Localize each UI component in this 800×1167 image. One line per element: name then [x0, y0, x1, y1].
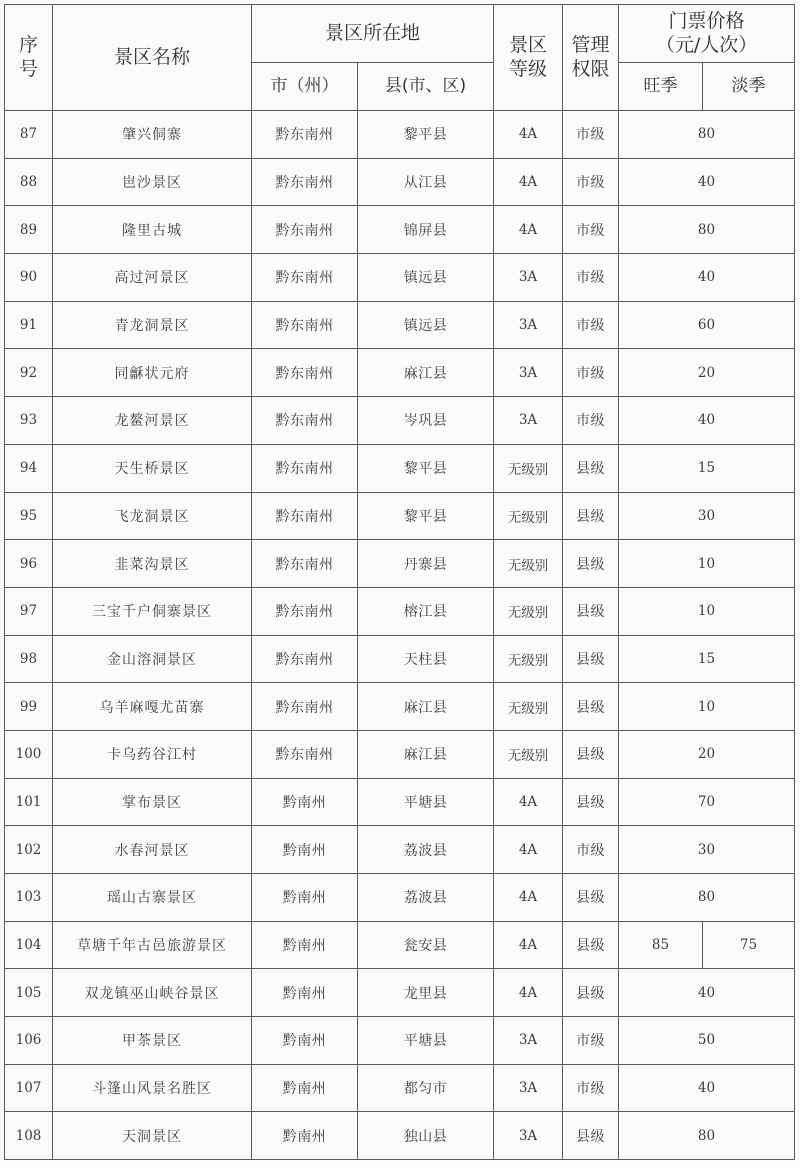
- cell-price: 10: [619, 587, 795, 635]
- cell-authority: 县级: [563, 444, 619, 492]
- table-row: [5, 587, 795, 635]
- cell-authority: 县级: [563, 874, 619, 922]
- table-row: [5, 874, 795, 922]
- cell-price: 80: [619, 206, 795, 254]
- cell-name: 肇兴侗寨: [53, 111, 252, 159]
- cell-name: 天生桥景区: [53, 444, 252, 492]
- cell-name: 岜沙景区: [53, 158, 252, 206]
- cell-name: 金山溶洞景区: [53, 635, 252, 683]
- cell-index: 95: [5, 492, 53, 540]
- cell-price: 70: [619, 778, 795, 826]
- cell-name: 掌布景区: [53, 778, 252, 826]
- cell-grade: 无级别: [494, 587, 563, 635]
- header-index: 序号: [5, 5, 53, 111]
- cell-county: 岑巩县: [358, 397, 494, 445]
- cell-price: 20: [619, 730, 795, 778]
- cell-index: 97: [5, 587, 53, 635]
- table-row: [5, 349, 795, 397]
- header-authority: 管理权限: [563, 5, 619, 111]
- cell-county: 麻江县: [358, 683, 494, 731]
- cell-grade: 4A: [494, 874, 563, 922]
- cell-county: 龙里县: [358, 969, 494, 1017]
- cell-index: 99: [5, 683, 53, 731]
- cell-name: 龙鳌河景区: [53, 397, 252, 445]
- cell-county: 荔波县: [358, 826, 494, 874]
- cell-price: 15: [619, 635, 795, 683]
- table-header: [5, 5, 795, 111]
- cell-city: 黔南州: [252, 1112, 358, 1160]
- cell-index: 105: [5, 969, 53, 1017]
- cell-county: 镇远县: [358, 254, 494, 302]
- cell-grade: 无级别: [494, 730, 563, 778]
- cell-index: 100: [5, 730, 53, 778]
- cell-city: 黔东南州: [252, 683, 358, 731]
- cell-county: 平塘县: [358, 1017, 494, 1065]
- cell-county: 都匀市: [358, 1064, 494, 1112]
- cell-city: 黔东南州: [252, 301, 358, 349]
- cell-city: 黔南州: [252, 826, 358, 874]
- table-row: [5, 397, 795, 445]
- table-row: [5, 158, 795, 206]
- cell-index: 87: [5, 111, 53, 159]
- cell-authority: 市级: [563, 254, 619, 302]
- cell-index: 88: [5, 158, 53, 206]
- cell-name: 隆里古城: [53, 206, 252, 254]
- cell-index: 104: [5, 921, 53, 969]
- cell-authority: 县级: [563, 969, 619, 1017]
- cell-index: 96: [5, 540, 53, 588]
- cell-grade: 3A: [494, 1112, 563, 1160]
- cell-index: 89: [5, 206, 53, 254]
- table-row: [5, 111, 795, 159]
- cell-authority: 市级: [563, 111, 619, 159]
- cell-county: 平塘县: [358, 778, 494, 826]
- cell-authority: 市级: [563, 206, 619, 254]
- cell-grade: 无级别: [494, 540, 563, 588]
- cell-city: 黔东南州: [252, 111, 358, 159]
- cell-city: 黔东南州: [252, 254, 358, 302]
- table-row: [5, 778, 795, 826]
- cell-index: 90: [5, 254, 53, 302]
- cell-name: 韭菜沟景区: [53, 540, 252, 588]
- table-row: [5, 969, 795, 1017]
- cell-city: 黔南州: [252, 921, 358, 969]
- cell-authority: 市级: [563, 158, 619, 206]
- cell-index: 92: [5, 349, 53, 397]
- cell-name: 青龙洞景区: [53, 301, 252, 349]
- cell-price: 30: [619, 492, 795, 540]
- cell-grade: 无级别: [494, 635, 563, 683]
- cell-authority: 市级: [563, 349, 619, 397]
- header-off: 淡季: [703, 63, 795, 111]
- cell-index: 101: [5, 778, 53, 826]
- cell-name: 三宝千户侗寨景区: [53, 587, 252, 635]
- cell-price: 20: [619, 349, 795, 397]
- table-row: [5, 1017, 795, 1065]
- cell-price: 40: [619, 969, 795, 1017]
- cell-authority: 县级: [563, 540, 619, 588]
- cell-county: 锦屏县: [358, 206, 494, 254]
- cell-grade: 3A: [494, 301, 563, 349]
- cell-name: 同龢状元府: [53, 349, 252, 397]
- cell-grade: 4A: [494, 111, 563, 159]
- cell-price: 30: [619, 826, 795, 874]
- table-row: [5, 301, 795, 349]
- cell-authority: 县级: [563, 683, 619, 731]
- cell-county: 天柱县: [358, 635, 494, 683]
- cell-authority: 市级: [563, 397, 619, 445]
- cell-name: 乌羊麻嘎尤苗寨: [53, 683, 252, 731]
- table-row: [5, 540, 795, 588]
- cell-county: 瓮安县: [358, 921, 494, 969]
- table-row: [5, 635, 795, 683]
- cell-name: 草塘千年古邑旅游景区: [53, 921, 252, 969]
- table-row: [5, 826, 795, 874]
- cell-price: 40: [619, 158, 795, 206]
- table-row: [5, 444, 795, 492]
- cell-city: 黔东南州: [252, 397, 358, 445]
- header-name: 景区名称: [53, 5, 252, 111]
- cell-grade: 4A: [494, 206, 563, 254]
- cell-county: 荔波县: [358, 874, 494, 922]
- cell-authority: 县级: [563, 778, 619, 826]
- header-price: 门票价格（元/人次）: [619, 5, 795, 63]
- header-county: 县(市、区): [358, 63, 494, 111]
- cell-price: 10: [619, 683, 795, 731]
- cell-city: 黔南州: [252, 1017, 358, 1065]
- cell-price-off: 75: [703, 921, 795, 969]
- cell-index: 107: [5, 1064, 53, 1112]
- cell-county: 独山县: [358, 1112, 494, 1160]
- cell-grade: 无级别: [494, 444, 563, 492]
- cell-index: 106: [5, 1017, 53, 1065]
- cell-authority: 县级: [563, 587, 619, 635]
- table-row: [5, 1112, 795, 1160]
- cell-city: 黔东南州: [252, 540, 358, 588]
- cell-price: 15: [619, 444, 795, 492]
- header-city: 市（州）: [252, 63, 358, 111]
- table-row: [5, 921, 795, 969]
- cell-county: 丹寨县: [358, 540, 494, 588]
- cell-name: 卡乌药谷江村: [53, 730, 252, 778]
- cell-county: 黎平县: [358, 492, 494, 540]
- cell-city: 黔南州: [252, 874, 358, 922]
- cell-city: 黔东南州: [252, 730, 358, 778]
- cell-price: 80: [619, 111, 795, 159]
- table-row: [5, 730, 795, 778]
- cell-authority: 市级: [563, 1064, 619, 1112]
- cell-grade: 3A: [494, 254, 563, 302]
- cell-city: 黔东南州: [252, 349, 358, 397]
- cell-name: 双龙镇巫山峡谷景区: [53, 969, 252, 1017]
- cell-grade: 4A: [494, 778, 563, 826]
- cell-grade: 无级别: [494, 683, 563, 731]
- cell-county: 镇远县: [358, 301, 494, 349]
- cell-grade: 4A: [494, 921, 563, 969]
- cell-city: 黔东南州: [252, 635, 358, 683]
- cell-city: 黔南州: [252, 969, 358, 1017]
- header-grade: 景区等级: [494, 5, 563, 111]
- cell-price: 10: [619, 540, 795, 588]
- cell-county: 黎平县: [358, 444, 494, 492]
- cell-index: 94: [5, 444, 53, 492]
- cell-city: 黔南州: [252, 778, 358, 826]
- cell-county: 黎平县: [358, 111, 494, 159]
- cell-name: 瑶山古寨景区: [53, 874, 252, 922]
- cell-authority: 市级: [563, 826, 619, 874]
- cell-grade: 3A: [494, 1017, 563, 1065]
- table-row: [5, 492, 795, 540]
- cell-grade: 4A: [494, 158, 563, 206]
- cell-index: 91: [5, 301, 53, 349]
- cell-authority: 市级: [563, 301, 619, 349]
- table-row: [5, 1064, 795, 1112]
- cell-price: 40: [619, 1064, 795, 1112]
- cell-price: 60: [619, 301, 795, 349]
- cell-price-peak: 85: [619, 921, 703, 969]
- cell-name: 斗篷山风景名胜区: [53, 1064, 252, 1112]
- cell-index: 93: [5, 397, 53, 445]
- cell-authority: 县级: [563, 635, 619, 683]
- cell-city: 黔东南州: [252, 206, 358, 254]
- cell-county: 从江县: [358, 158, 494, 206]
- cell-authority: 市级: [563, 1017, 619, 1065]
- cell-city: 黔东南州: [252, 587, 358, 635]
- cell-index: 103: [5, 874, 53, 922]
- cell-county: 麻江县: [358, 349, 494, 397]
- cell-authority: 县级: [563, 730, 619, 778]
- cell-city: 黔南州: [252, 1064, 358, 1112]
- cell-authority: 县级: [563, 921, 619, 969]
- cell-price: 40: [619, 397, 795, 445]
- cell-city: 黔东南州: [252, 492, 358, 540]
- table-row: [5, 254, 795, 302]
- cell-name: 水春河景区: [53, 826, 252, 874]
- cell-grade: 无级别: [494, 492, 563, 540]
- cell-name: 甲茶景区: [53, 1017, 252, 1065]
- cell-price: 80: [619, 1112, 795, 1160]
- cell-authority: 县级: [563, 1112, 619, 1160]
- cell-index: 102: [5, 826, 53, 874]
- cell-city: 黔东南州: [252, 444, 358, 492]
- header-location: 景区所在地: [252, 5, 494, 63]
- cell-grade: 4A: [494, 826, 563, 874]
- cell-city: 黔东南州: [252, 158, 358, 206]
- cell-name: 飞龙洞景区: [53, 492, 252, 540]
- cell-authority: 县级: [563, 492, 619, 540]
- cell-price: 80: [619, 874, 795, 922]
- table-row: [5, 683, 795, 731]
- ticket-price-table-page: [4, 4, 794, 1164]
- cell-price: 40: [619, 254, 795, 302]
- cell-price: 50: [619, 1017, 795, 1065]
- cell-grade: 4A: [494, 969, 563, 1017]
- table-body: [5, 111, 795, 1160]
- cell-grade: 3A: [494, 397, 563, 445]
- header-peak: 旺季: [619, 63, 703, 111]
- table-row: [5, 206, 795, 254]
- cell-county: 麻江县: [358, 730, 494, 778]
- cell-name: 天洞景区: [53, 1112, 252, 1160]
- cell-grade: 3A: [494, 1064, 563, 1112]
- cell-grade: 3A: [494, 349, 563, 397]
- scenic-area-price-table: [4, 4, 795, 1160]
- cell-index: 108: [5, 1112, 53, 1160]
- cell-name: 高过河景区: [53, 254, 252, 302]
- cell-county: 榕江县: [358, 587, 494, 635]
- cell-index: 98: [5, 635, 53, 683]
